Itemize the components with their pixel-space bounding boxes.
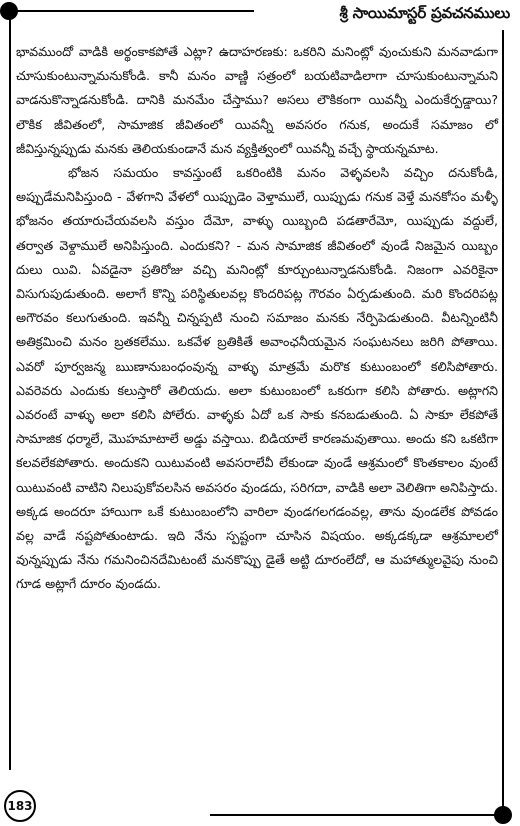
corner-dot-bottom-right	[494, 806, 512, 824]
running-header-title: శ్రీ సాయిమాస్టర్ ప్రవచనములు	[339, 4, 510, 22]
paragraph: భోజన సమయం కావస్తుంటే ఒకరింటికి మనం వెళ్ళవలసి వచ్చిం దనుకోండి, అప్పుడేమనిపిస్తుంది - వేళగాని వేళలో యిప్పుడెం వెళ్తాములే, యిప్పుడు గనుక వెళ్తే మనకోసం మళ్ళీ భోజనం తయారుచేయవలసి వస్తుం దేమో, వాళ్ళు యిబ్బంది పడతారేమో, యిప్పుడు వద్దులే, తర్వాత వెళ్దాములే అనిపిస్తుంది. ఎందుకని? - మన సామాజిక జీవితంలో వుండే నిజమైన యిబ్బం దులు యివి. ఏవడైనా ప్రతిరోజు వచ్చి మనింట్లో కూర్చుంటున్నాడనుకోండి. నిజంగా ఎవరికైనా విసుగుపుడుతుంది. అలాగే కొన్ని పరిస్థితులవల్ల కొందరిపట్ల గౌరవం ఏర్పడుతుంది. మరి కొందరిపట్ల అగౌరవం కలుగుతుంది. ఇవన్నీ చిన్నప్పటి నుంచి సమాజం మనకు నేర్పిపెడుతుంది. వీటన్నింటినీ అతిక్రమించి మనం బ్రతకలేము. ఒకవేళ బ్రతికితే అవాంఛనీయమైన సంఘటనలు జరిగి పోతాయి. ఎవరో పూర్వజన్మ ఋణానుబంధంవున్న వాళ్ళు మాత్రమే మరొక కుటుంబంలో కలిసిపోతారు. ఎవరెవరు ఎందుకు కలుస్తారో తెలియదు. అలా కుటుంబంలో ఒకరుగా కలిసి పోతారు. అట్లాగని ఎవరంటే వాళ్ళు అలా కలిసి పోలేరు. వాళ్ళకు ఏదో ఒక సాకు కనబడుతుంది. ఏ సాకూ లేకపోతే సామాజిక ధర్మాలే, మొహమాటాలే అడ్డు వస్తాయి. బిడియాలే కారణమవుతాయి. అందు కని ఒకటిగా కలవలేకపోతారు. అందుకని యిటువంటి అవసరాలేవీ లేకుండా వుండే ఆశ్రమంలో కొంతకాలం వుంటే యిటువంటి వాటిని నిలుపుకోవలసిన అవసరం వుండదు, సరిగదా, వాడికి అలా వెలితిగా అనిపిస్తాదు. అక్కడ అందరూ హాయిగా ఒకే కుటుంబంలోని వారిలా వుండగలగడంవల్ల, తాను వుండలేక పోవడం వల్ల వాడే నష్టపోతుంటాడు. ఇది నేను స్పష్టంగా చూసిన విషయం. అక్కడక్కడా ఆశ్రమాలలో వున్నప్పుడు నేను గమనించినదేమిటంటే మనకొప్పు డైతే అట్టి దూరంలేదో, ఆ మహాత్ములవైపు నుంచి గూడ అట్లాగే దూరం వుండదు.	[16, 165, 498, 592]
bottom-rule	[210, 814, 510, 816]
body-text	[16, 40, 498, 597]
page-number-badge: 183	[4, 790, 36, 822]
left-rule	[9, 10, 11, 770]
top-rule	[9, 10, 254, 12]
right-rule	[502, 30, 504, 810]
paragraph: భావముందో వాడికి అర్థంకాకపోతే ఎట్లా? ఉదాహరణకు: ఒకరిని మనింట్లో వుంచుకుని మనవాడుగా చూసుకుంటున్నామనుకోండి. కానీ మనం వాణ్ణి సత్రంలో బయటివాడిలాగా చూసుకుంటున్నామని వాడనుకొన్నాడనుకోండి. దానికి మనమేం చేస్తాము? అసలు లౌకికంగా యివన్నీ ఎందుకేర్పడ్డాయి? లౌకిక జీవితంలో, సామాజిక జీవితంలో యివన్నీ అవసరం గనుక, అందుకే సమాజం లో జీవిస్తున్నప్పుడు మనకు తెలియకుండానే మన వ్యక్తిత్వంలో యివన్నీ వచ్చే స్థాయన్నమాట.	[16, 44, 498, 156]
